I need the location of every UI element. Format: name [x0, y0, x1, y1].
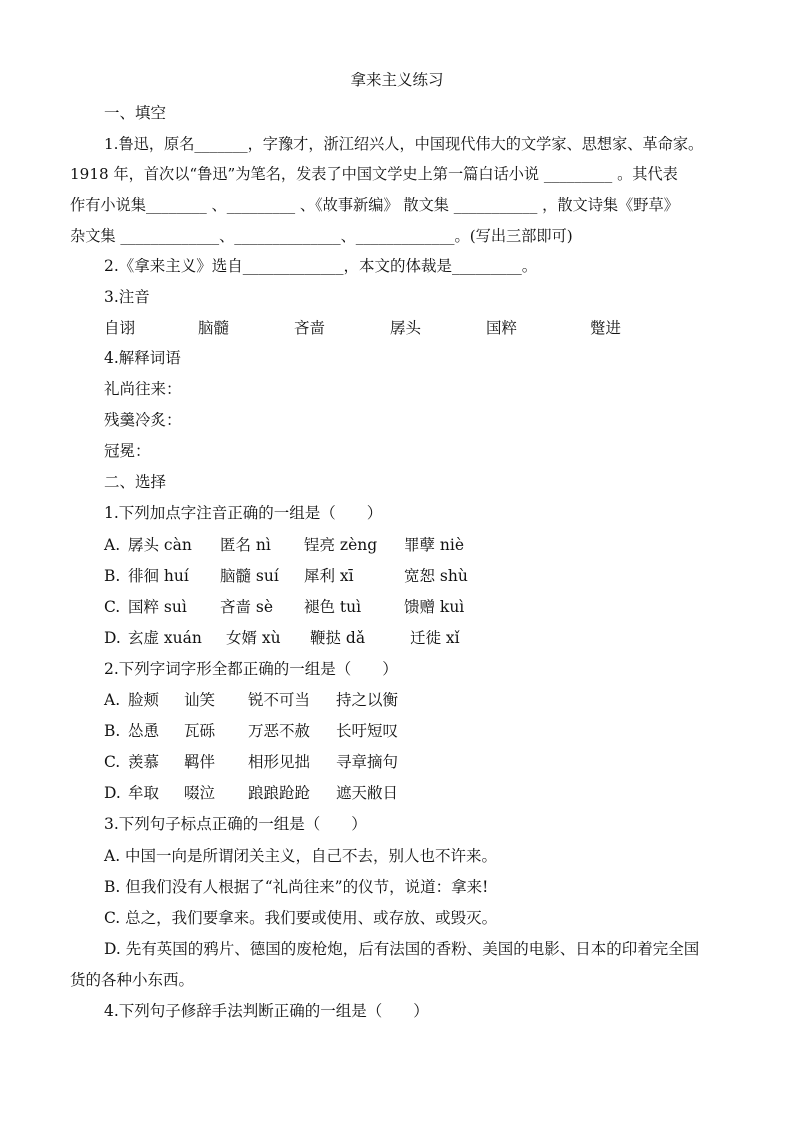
- option-item: 怂恿: [128, 722, 160, 740]
- option-item: 脑髓 suí: [220, 567, 279, 585]
- pinyin-word-row: [104, 318, 744, 338]
- option-letter: C.: [104, 753, 121, 771]
- option-item: 迁徙 xǐ: [410, 629, 460, 647]
- option-item: 褪色 tuì: [304, 598, 362, 616]
- choice-q3-option-d: D. 先有英国的鸦片、德国的废枪炮，后有法国的香粉、美国的电影、日本的印着完全国: [104, 940, 700, 958]
- option-row: [104, 566, 724, 586]
- option-letter: B.: [104, 567, 121, 585]
- choice-q3-option-d-cont: 货的各种小东西。: [70, 971, 195, 989]
- choice-q2-stem: 2.下列字词字形全都正确的一组是（ ）: [104, 660, 398, 678]
- option-item: 孱头 càn: [128, 536, 192, 554]
- option-letter: D.: [104, 629, 121, 647]
- option-letter: B.: [104, 722, 121, 740]
- option-item: 宽恕 shù: [404, 567, 468, 585]
- q1-line-4: 杂文集 _____________、______________、_____________。(写出三部即可): [70, 227, 573, 245]
- option-item: 女婿 xù: [226, 629, 281, 647]
- option-item: 相形见拙: [248, 753, 311, 771]
- choice-q1-stem: 1.下列加点字注音正确的一组是（ ）: [104, 504, 383, 522]
- term-item: 残羹冷炙：: [104, 411, 182, 429]
- word-item: 孱头: [390, 319, 422, 337]
- section-heading-fill-blank: 一、填空: [104, 104, 167, 122]
- option-row: [104, 752, 724, 772]
- choice-q3-option-a: A. 中国一向是所谓闭关主义，自己不去，别人也不许来。: [104, 847, 498, 865]
- option-row: [104, 628, 724, 648]
- option-letter: D.: [104, 784, 121, 802]
- option-item: 吝啬 sè: [220, 598, 274, 616]
- q3-label: 3.注音: [104, 288, 150, 306]
- option-item: 啜泣: [184, 784, 216, 802]
- choice-q3-option-b: B. 但我们没有人根据了“礼尚往来”的仪节，说道：拿来!: [104, 878, 489, 896]
- option-item: 持之以衡: [336, 691, 399, 709]
- option-item: 踉踉跄跄: [248, 784, 311, 802]
- word-item: 蹩进: [590, 319, 622, 337]
- q2-line: 2.《拿来主义》选自_____________，本文的体裁是_________。: [104, 257, 538, 275]
- option-item: 瓦砾: [184, 722, 216, 740]
- option-item: 羁伴: [184, 753, 216, 771]
- option-item: 寻章摘句: [336, 753, 399, 771]
- choice-q3-option-c: C. 总之，我们要拿来。我们要或使用、或存放、或毁灭。: [104, 909, 498, 927]
- term-item: 礼尚往来：: [104, 380, 182, 398]
- option-item: 万恶不赦: [248, 722, 311, 740]
- option-letter: A.: [104, 691, 121, 709]
- option-row: [104, 690, 724, 710]
- option-row: [104, 721, 724, 741]
- option-item: 牟取: [128, 784, 160, 802]
- option-item: 遮天敝日: [336, 784, 399, 802]
- option-item: 馈赠 kuì: [404, 598, 465, 616]
- word-item: 脑髓: [198, 319, 230, 337]
- q4-label: 4.解释词语: [104, 349, 181, 367]
- option-item: 长吁短叹: [336, 722, 399, 740]
- option-item: 羡慕: [128, 753, 160, 771]
- option-row: [104, 535, 724, 555]
- option-letter: A.: [104, 536, 121, 554]
- option-row: [104, 783, 724, 803]
- q1-line-1: 1.鲁迅，原名_______，字豫才，浙江绍兴人，中国现代伟大的文学家、思想家、革命家。: [104, 135, 704, 153]
- option-item: 犀利 xī: [304, 567, 354, 585]
- option-item: 国粹 suì: [128, 598, 187, 616]
- option-item: 讪笑: [184, 691, 216, 709]
- word-item: 国粹: [486, 319, 518, 337]
- option-item: 匿名 nì: [220, 536, 271, 554]
- page-title: 拿来主义练习: [350, 71, 444, 89]
- option-item: 锐不可当: [248, 691, 311, 709]
- word-item: 吝啬: [294, 319, 326, 337]
- q1-line-2: 1918 年，首次以“鲁迅”为笔名，发表了中国文学史上第一篇白话小说 _________ 。其代表: [70, 165, 678, 183]
- section-heading-choice: 二、选择: [104, 473, 167, 491]
- option-row: [104, 597, 724, 617]
- option-item: 鞭挞 dǎ: [310, 629, 366, 647]
- option-item: 罪孽 niè: [404, 536, 465, 554]
- option-item: 锃亮 zèng: [304, 536, 378, 554]
- option-item: 玄虚 xuán: [128, 629, 202, 647]
- option-item: 脸颊: [128, 691, 160, 709]
- choice-q3-stem: 3.下列句子标点正确的一组是（ ）: [104, 815, 367, 833]
- word-item: 自诩: [104, 319, 136, 337]
- term-item: 冠冕：: [104, 442, 151, 460]
- option-letter: C.: [104, 598, 121, 616]
- choice-q4-stem: 4.下列句子修辞手法判断正确的一组是（ ）: [104, 1002, 429, 1020]
- q1-line-3: 作有小说集________ 、_________ 、《故事新编》 散文集 ___________ ，散文诗集《野草》: [70, 196, 679, 214]
- option-item: 徘徊 huí: [128, 567, 189, 585]
